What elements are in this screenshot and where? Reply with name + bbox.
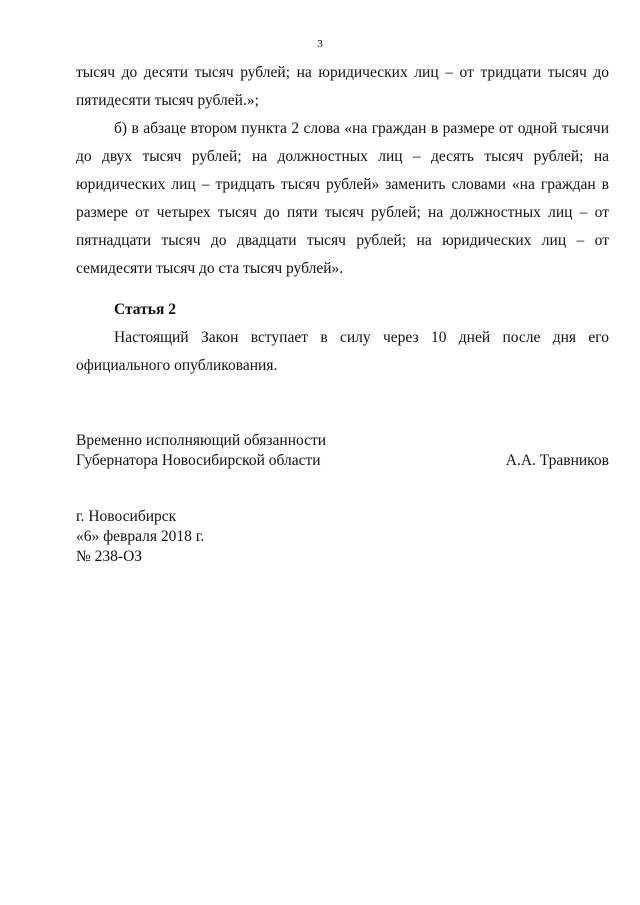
article-title: Статья 2 <box>114 301 176 318</box>
signatory-position-line2: Губернатора Новосибирской области <box>76 452 321 469</box>
paragraph-continuation: тысяч до десяти тысяч рублей; на юридических лиц – от тридцати тысяч до пятидесяти тысяч рублей.»; <box>76 64 609 109</box>
signature-row <box>76 451 609 471</box>
page-number: 3 <box>317 38 323 50</box>
law-number: № 238-ОЗ <box>76 548 143 565</box>
paragraph-item-b: б) в абзаце втором пункта 2 слова «на граждан в размере от одной тысячи до двух тысяч рублей; на должностных лиц – десять тысяч рублей; на юридических лиц – тридцать тысяч рублей» заменить словами «на граждан в размере от четырех тысяч до пяти тысяч рублей; на должностных лиц – от пятнадцати тысяч до двадцати тысяч рублей; на юридических лиц – от семидесяти тысяч до ста тысяч рублей». <box>76 120 609 277</box>
signatory-position-line1: Временно исполняющий обязанности <box>76 432 327 449</box>
signature-block <box>76 431 609 471</box>
article-text: Настоящий Закон вступает в силу через 10 дней после дня его официального опубликования. <box>76 329 609 374</box>
signatory-name: А.А. Травников <box>505 452 609 469</box>
city: г. Новосибирск <box>76 508 177 525</box>
place-date-block <box>76 507 204 567</box>
date: «6» февраля 2018 г. <box>76 528 205 545</box>
